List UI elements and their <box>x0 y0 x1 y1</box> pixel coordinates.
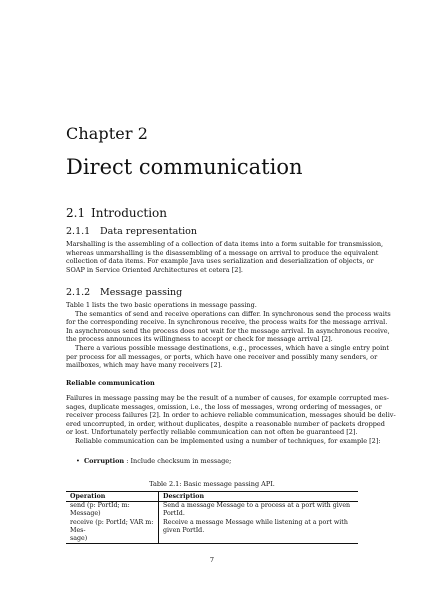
page-number: 7 <box>209 556 215 564</box>
section-title: Introduction <box>91 206 167 220</box>
cell-line: sage) <box>70 535 88 543</box>
operation-cell <box>66 519 159 544</box>
bullet-term: Corruption <box>83 457 125 465</box>
text-line: The semantics of send and receive operations can differ. In synchronous send the process waits <box>75 309 391 318</box>
text-line: whereas unmarshalling is the disassembling of a message on arrival to produce the equivalent <box>66 248 379 257</box>
text-line: Failures in message passing may be the result of a number of causes, for example corrupted mes- <box>66 394 389 402</box>
table-caption: Table 2.1: Basic message passing API. <box>149 480 275 488</box>
subsection-heading-message-passing <box>66 287 182 298</box>
message-passing-api-table <box>66 491 358 544</box>
text-line: for the corresponding receive. In synchronous receive, the process waits for the message arrival. <box>66 318 388 327</box>
text-line: Marshalling is the assembling of a collection of data items into a form suitable for transmission, <box>66 240 384 248</box>
table-row <box>66 519 358 544</box>
subsection-number: 2.1.1 <box>66 226 91 237</box>
text-line: sages, duplicate messages, omission, i.e., the loss of messages, wrong ordering of messages, or <box>66 402 382 411</box>
description-cell <box>159 519 359 544</box>
reliable-communication-heading: Reliable communication <box>66 379 155 387</box>
paragraph-semantics <box>66 301 391 370</box>
text-line: Reliable communication can be implemented using a number of techniques, for example [2]: <box>75 436 381 445</box>
table-row <box>66 502 358 519</box>
table-header-row <box>66 492 358 502</box>
subsection-title: Message passing <box>100 287 183 298</box>
text-line: collection of data items. For example Java uses serialization and deserialization of objects, or <box>66 257 374 266</box>
cell-line: given PortId. <box>163 526 205 534</box>
chapter-label: Chapter 2 <box>66 124 149 143</box>
text-line: Table 1 lists the two basic operations in message passing. <box>66 301 257 309</box>
text-line: per process for all messages, or ports, which have one receiver and possibly many senders, or <box>66 352 378 361</box>
subsection-heading-data-representation <box>66 226 197 237</box>
text-line: ered uncorrupted, in order, without duplicates, despite a reasonable number of packets dropped <box>66 419 385 428</box>
cell-line: receive (p: PortId; VAR m: Mes- <box>70 518 154 534</box>
chapter-title: Direct communication <box>66 155 303 179</box>
bullet-marker: • <box>76 457 80 465</box>
column-header-operation: Operation <box>66 492 159 502</box>
text-line: or lost. Unfortunately perfectly reliable communication can not often be guaranteed [2]. <box>66 428 358 437</box>
text-line: mailboxes, which may have many receivers [2]. <box>66 361 223 370</box>
text-line: SOAP in Service Oriented Architectures et cetera [2]. <box>66 265 243 274</box>
subsection-title: Data representation <box>100 226 197 237</box>
cell-line: Send a message Message to a process at a port with given <box>163 502 351 510</box>
text-line: There a various possible message destinations, e.g., processes, which have a single entry point <box>75 343 389 352</box>
cell-line: PortId. <box>163 510 185 518</box>
paragraph-failures <box>66 394 396 446</box>
column-header-description: Description <box>159 492 359 502</box>
bullet-text: : Include checksum in message; <box>124 457 232 465</box>
description-cell <box>159 502 359 519</box>
text-line: In asynchronous send the process does not wait for the message arrival. In asynchronous receive, <box>66 326 390 335</box>
paragraph-marshalling <box>66 240 384 274</box>
cell-line: Receive a message Message while listening at a port with <box>163 518 348 526</box>
subsection-number: 2.1.2 <box>66 287 91 298</box>
section-heading <box>66 206 167 220</box>
cell-line: send (p: PortId; m: Message) <box>70 502 130 518</box>
operation-cell <box>66 502 159 519</box>
text-line: receiver process failures [2]. In order to achieve reliable communication, messages should be deliv- <box>66 411 396 420</box>
text-line: the process announces its willingness to accept or check for message arrival [2]. <box>66 335 333 344</box>
section-number: 2.1 <box>66 206 86 220</box>
bullet-item-corruption <box>76 457 231 465</box>
